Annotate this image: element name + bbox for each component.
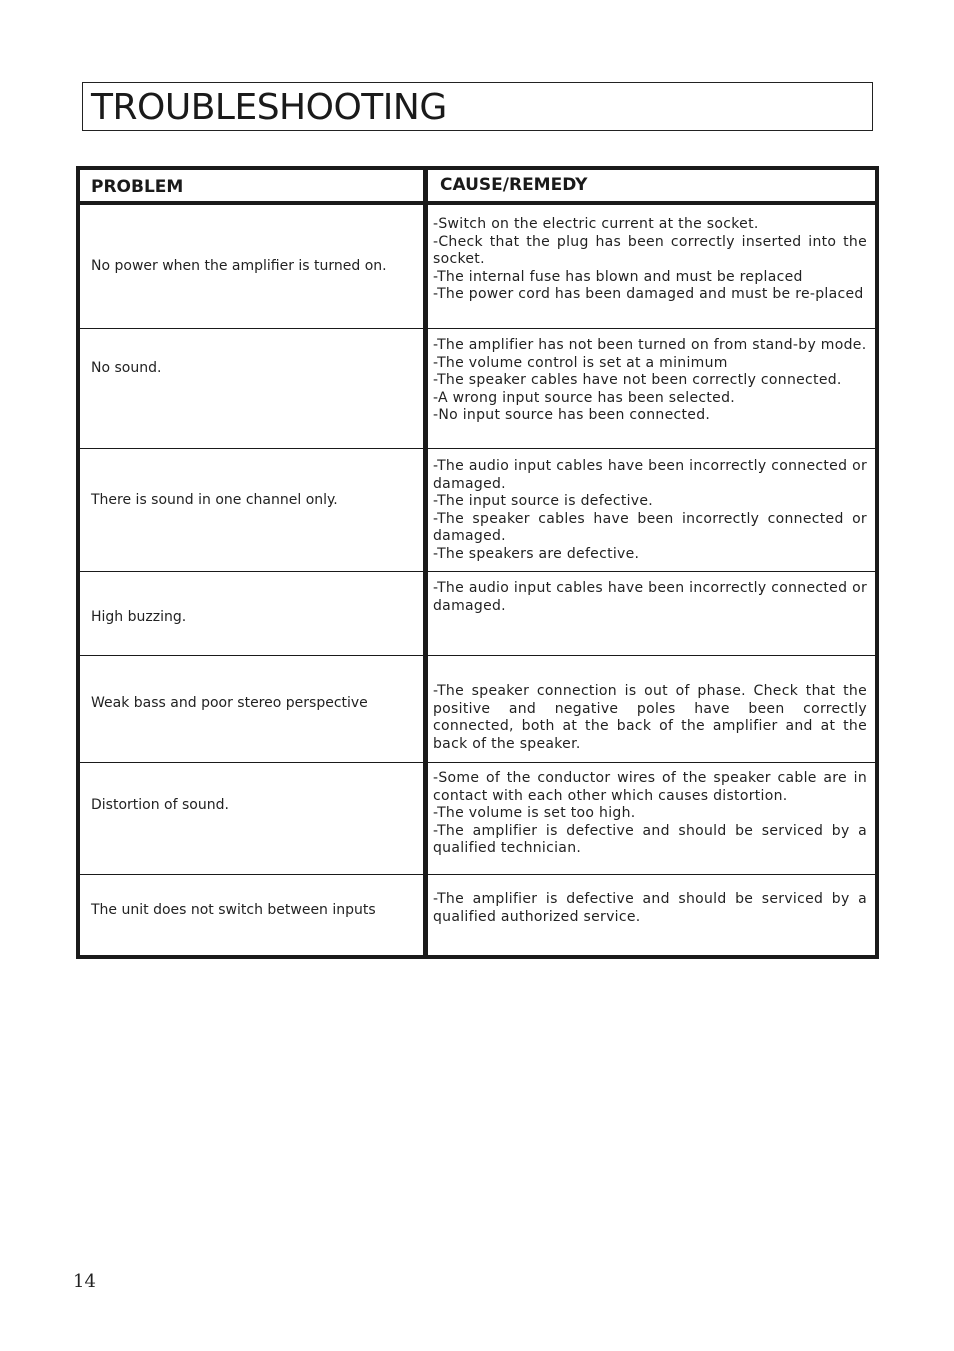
remedy-cell — [433, 683, 867, 753]
remedy-line: -Some of the conductor wires of the speaker cable are in contact with each other which causes distortion. — [433, 770, 867, 804]
remedy-line: -The audio input cables have been incorrectly connected or damaged. — [433, 458, 867, 492]
problem-cell: Weak bass and poor stereo perspective — [91, 695, 368, 711]
table-row — [80, 656, 875, 763]
remedy-line: -A wrong input source has been selected. — [433, 389, 736, 406]
remedy-line: -Check that the plug has been correctly inserted into the socket. — [433, 233, 867, 267]
table-header-row — [80, 170, 875, 205]
table-row — [80, 763, 875, 875]
remedy-cell — [433, 216, 867, 304]
header-cause-remedy: CAUSE/REMEDY — [440, 175, 588, 195]
table-row — [80, 875, 875, 955]
remedy-line: -The internal fuse has blown and must be replaced — [433, 268, 803, 285]
title-box — [82, 82, 873, 131]
remedy-cell — [433, 458, 867, 563]
remedy-line: -The input source is defective. — [433, 493, 654, 509]
column-divider — [423, 170, 428, 955]
remedy-line: -The volume is set too high. — [433, 805, 636, 821]
remedy-cell — [433, 337, 867, 425]
remedy-line: -No input source has been connected. — [433, 407, 711, 423]
page-title: TROUBLESHOOTING — [91, 87, 447, 128]
problem-cell: There is sound in one channel only. — [91, 492, 338, 508]
problem-cell: Distortion of sound. — [91, 797, 229, 813]
problem-cell: No power when the amplifier is turned on. — [91, 258, 387, 274]
troubleshooting-table — [76, 166, 879, 959]
remedy-cell — [433, 770, 867, 858]
problem-cell: High buzzing. — [91, 609, 187, 625]
page-number: 14 — [73, 1271, 96, 1292]
remedy-line: -The speaker cables have not been correctly connected. — [433, 372, 842, 388]
remedy-line: -The amplifier is defective and should be serviced by a qualified authorized service. — [433, 891, 867, 925]
table-row — [80, 329, 875, 449]
remedy-line: -The power cord has been damaged and must be re-placed — [433, 286, 864, 302]
problem-cell: The unit does not switch between inputs — [91, 902, 376, 918]
header-problem: PROBLEM — [91, 177, 184, 197]
remedy-line: -The speaker connection is out of phase. Check that the positive and negative poles have been correctly connected, both at the back of the amplifier and at the back of the speaker. — [433, 683, 867, 752]
remedy-line: -The speaker cables have been incorrectly connected or damaged. — [433, 510, 867, 544]
remedy-line: -The amplifier has not been turned on from stand-by mode. — [433, 337, 867, 353]
table-row — [80, 205, 875, 329]
remedy-line: -Switch on the electric current at the socket. — [433, 216, 759, 232]
remedy-line: -The amplifier is defective and should be serviced by a qualified technician. — [433, 822, 867, 856]
problem-cell: No sound. — [91, 360, 162, 376]
remedy-line: -The speakers are defective. — [433, 545, 640, 562]
remedy-cell — [433, 580, 867, 615]
remedy-cell — [433, 891, 867, 926]
remedy-line: -The audio input cables have been incorrectly connected or damaged. — [433, 580, 867, 614]
table-row — [80, 572, 875, 656]
remedy-line: -The volume control is set at a minimum — [433, 354, 728, 371]
table-row — [80, 449, 875, 572]
